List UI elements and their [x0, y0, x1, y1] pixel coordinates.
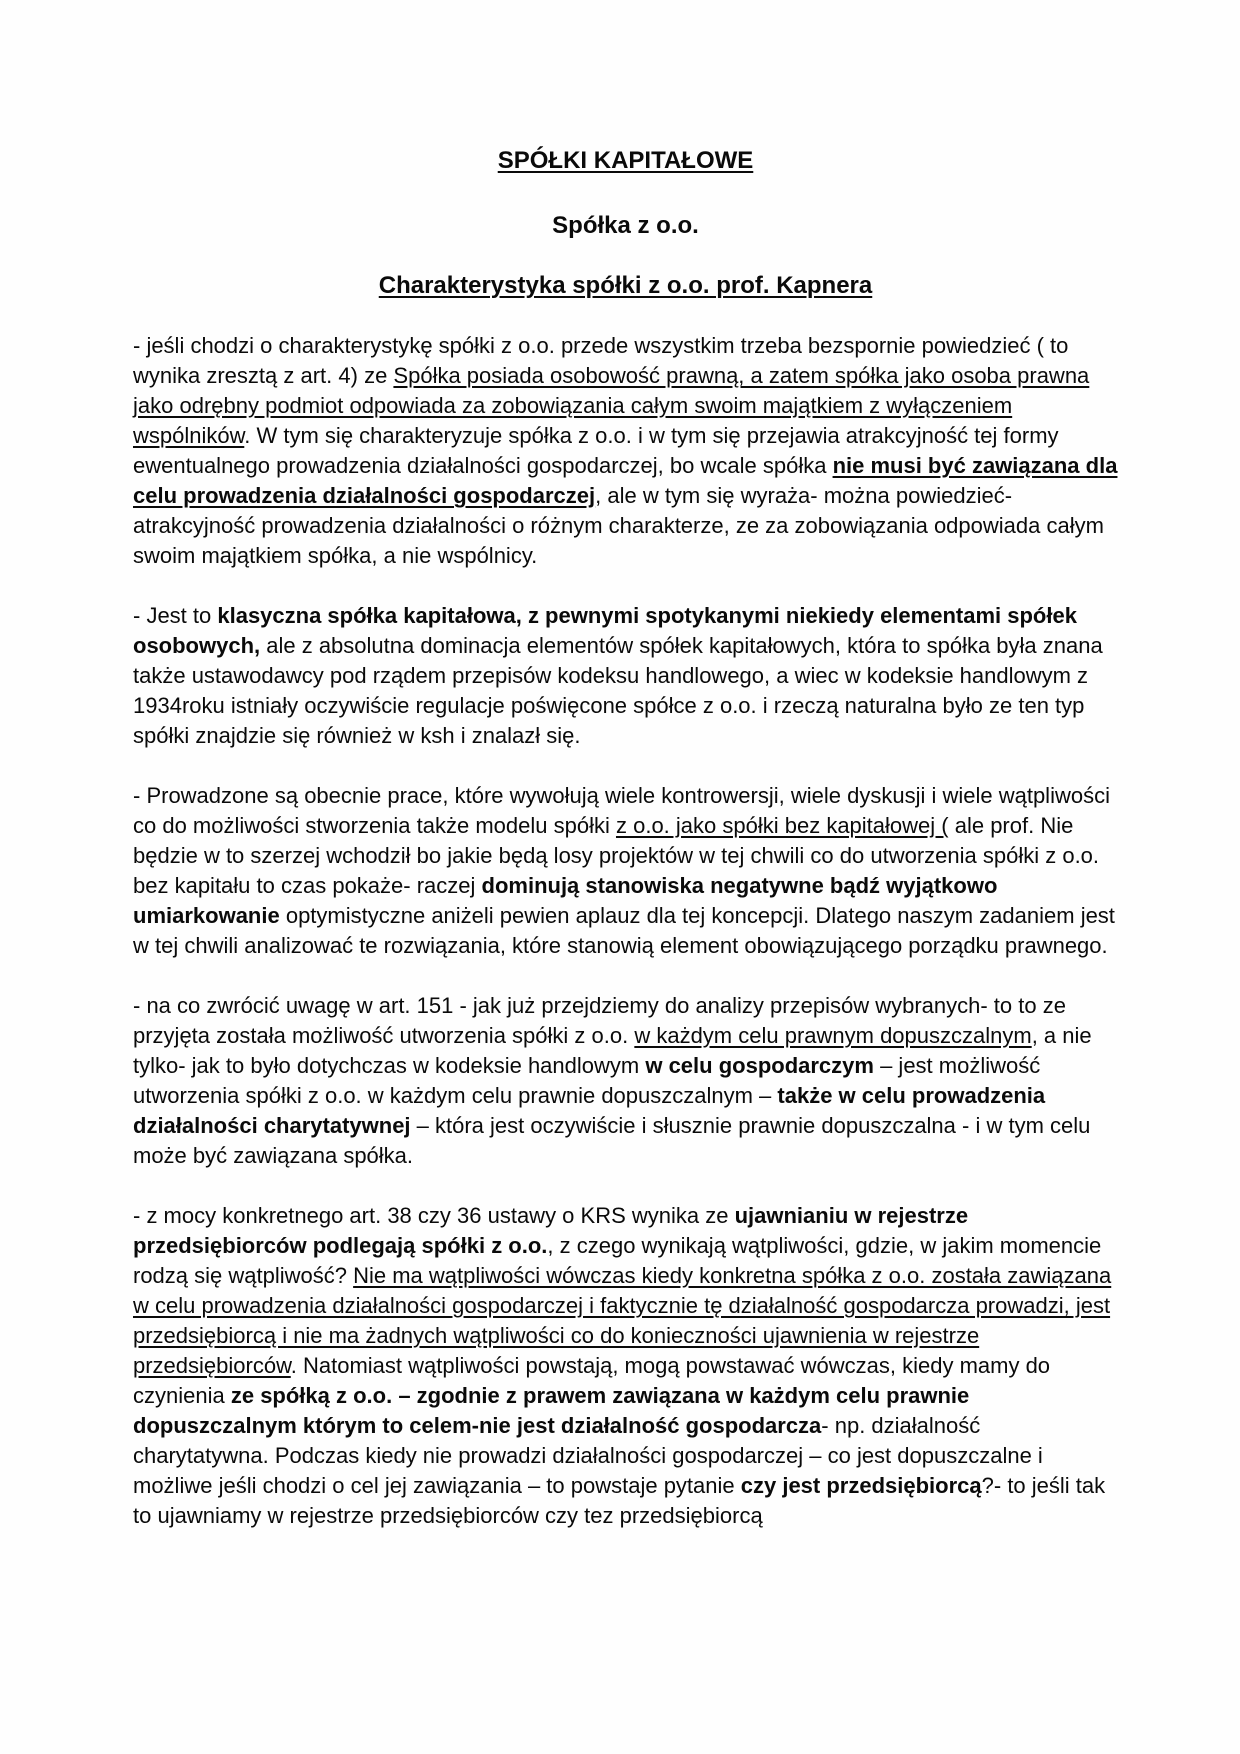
emphasized-text: w każdym celu prawnym dopuszczalnym [634, 1023, 1032, 1048]
paragraph [133, 991, 1118, 1171]
body-text-run: - jeśli chodzi o charakterystykę spółki z o.o. przede wszystkim trzeba bezspornie powiedzieć ( to wynika zresztą z art. 4) ze [133, 333, 1069, 388]
body-text-run: - Prowadzone są obecnie prace, które wywołują wiele kontrowersji, wiele dyskusji i wiele wątpliwości co do możliwości stworzenia także modelu spółki [133, 783, 1110, 838]
body-text-run: - np. działalność charytatywna. Podczas kiedy nie prowadzi działalności gospodarczej – co jest dopuszczalne i możliwe jeśli chodzi o cel jej zawiązania – to powstaje pytanie [133, 1413, 1043, 1498]
body-text-run: - na co zwrócić uwagę w art. 151 - jak już przejdziemy do analizy przepisów wybranych- to to ze przyjęta została możliwość utworzenia spółki z o.o. [133, 993, 1066, 1048]
body-text-run: , ale w tym się wyraża- można powiedzieć- atrakcyjność prowadzenia działalności o różnym charakterze, ze za zobowiązania odpowiada całym swoim majątkiem spółka, a nie wspólnicy. [133, 483, 1104, 568]
body-text-run: ale prof. Nie będzie w to szerzej wchodził bo jakie będą losy projektów w tej chwili co do utworzenia spółki z o.o. bez kapitału to czas pokaże- raczej [133, 813, 1100, 898]
paragraph [133, 1201, 1118, 1531]
body-text-run: . W tym się charakteryzuje spółka z o.o. i w tym się przejawia atrakcyjność tej formy ewentualnego prowadzenia działalności gospodarczej, bo wcale spółka [133, 423, 1059, 478]
body-text-run: - Jest to [133, 603, 218, 628]
emphasized-text: Spółka posiada osobowość prawną, a zatem spółka jako osoba prawna jako odrębny podmiot odpowiada za zobowiązania całym swoim majątkiem z wyłączeniem wspólników [133, 363, 1090, 448]
body-text-run: optymistyczne aniżeli pewien aplauz dla tej koncepcji. Dlatego naszym zadaniem jest w tej chwili analizować te rozwiązania, które stanowią element obowiązującego porządku prawnego. [133, 903, 1115, 958]
document-subtitle: Spółka z o.o. [552, 212, 699, 239]
section-heading: Charakterystyka spółki z o.o. prof. Kapnera [378, 272, 873, 299]
document-body [133, 331, 1118, 1531]
emphasized-text: Nie ma wątpliwości wówczas kiedy konkretna spółka z o.o. została zawiązana w celu prowadzenia działalności gospodarczej i faktycznie tę działalność gospodarcza prowadzi, jest przedsiębiorcą i nie ma żadnych wątpliwości co do konieczności ujawnienia w rejestrze przedsiębiorców [133, 1263, 1112, 1378]
paragraph [133, 601, 1118, 751]
emphasized-text: ze spółką z o.o. – zgodnie z prawem zawiązana w każdym celu prawnie dopuszczalnym którym to celem-nie jest działalność gospodarcza [133, 1383, 970, 1438]
emphasized-text: dominują stanowiska negatywne bądź wyjątkowo umiarkowanie [133, 873, 998, 928]
emphasized-text: czy jest przedsiębiorcą [740, 1473, 982, 1498]
paragraph [133, 331, 1118, 571]
emphasized-text: klasyczna spółka kapitałowa, z pewnymi spotykanymi niekiedy elementami spółek osobowych, [133, 603, 1077, 658]
emphasized-text: ujawnianiu w rejestrze przedsiębiorców podlegają spółki z o.o. [133, 1203, 969, 1258]
emphasized-text: z o.o. jako spółki bez kapitałowej ( [615, 813, 949, 838]
document-title: SPÓŁKI KAPITAŁOWE [497, 147, 754, 174]
body-text-run: ?- to jeśli tak to ujawniamy w rejestrze przedsiębiorców czy tez przedsiębiorcą [133, 1473, 1106, 1528]
emphasized-text: nie musi być zawiązana dla celu prowadzenia działalności gospodarczej [133, 453, 1118, 508]
body-text-run: , a nie tylko- jak to było dotychczas w kodeksie handlowym [133, 1023, 1092, 1078]
body-text-run: . Natomiast wątpliwości powstają, mogą powstawać wówczas, kiedy mamy do czynienia [133, 1353, 1051, 1408]
paragraph [133, 781, 1118, 961]
emphasized-text: także w celu prowadzenia działalności charytatywnej [133, 1083, 1046, 1138]
body-text-run: – która jest oczywiście i słusznie prawnie dopuszczalna - i w tym celu może być zawiązana spółka. [133, 1113, 1091, 1168]
body-text-run: – jest możliwość utworzenia spółki z o.o. w każdym celu prawnie dopuszczalnym – [133, 1053, 1041, 1108]
body-text-run: - z mocy konkretnego art. 38 czy 36 ustawy o KRS wynika ze [133, 1203, 735, 1228]
body-text-run: ale z absolutna dominacja elementów spółek kapitałowych, która to spółka była znana także ustawodawcy pod rządem przepisów kodeksu handlowego, a wiec w kodeksie handlowym z 1934roku istniały oczywiście regulacje poświęcone spółce z o.o. i rzeczą naturalna było ze ten typ spółki znajdzie się również w ksh i znalazł się. [133, 633, 1103, 748]
body-text-run: , z czego wynikają wątpliwości, gdzie, w jakim momencie rodzą się wątpliwość? [133, 1233, 1102, 1288]
emphasized-text: w celu gospodarczym [645, 1053, 874, 1078]
